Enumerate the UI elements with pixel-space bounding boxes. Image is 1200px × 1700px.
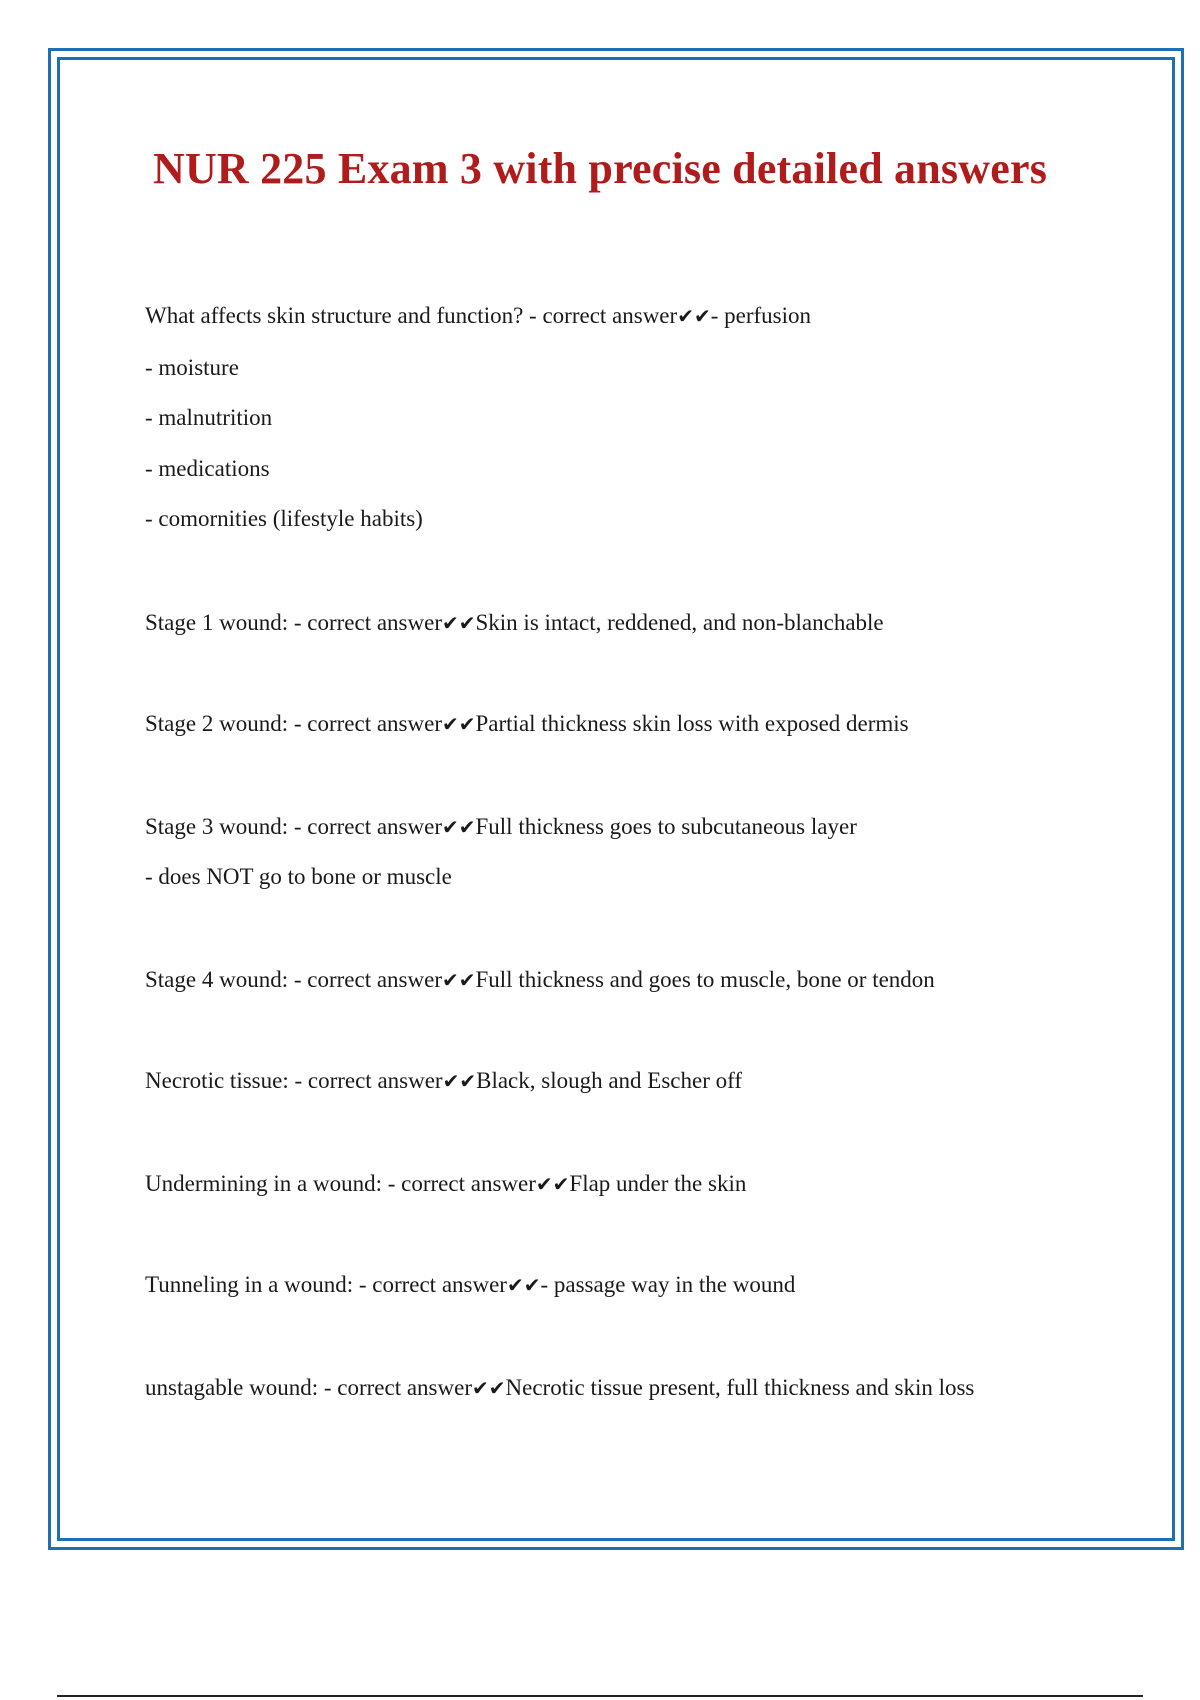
answer-text: Full thickness goes to subcutaneous layer bbox=[475, 814, 857, 839]
qa-entry-8 bbox=[145, 1271, 795, 1299]
question-text: Stage 1 wound: - correct answer bbox=[145, 610, 442, 635]
checkmark-icon: ✔✔ bbox=[441, 815, 476, 839]
answer-line: - malnutrition bbox=[145, 405, 273, 430]
question-text: What affects skin structure and function? - correct answer bbox=[145, 303, 678, 328]
checkmark-icon: ✔✔ bbox=[441, 611, 476, 635]
answer-line: - comornities (lifestyle habits) bbox=[145, 506, 423, 531]
qa-entry-6 bbox=[145, 1067, 742, 1095]
answer-text: Skin is intact, reddened, and non-blanchable bbox=[475, 610, 884, 635]
page-border bbox=[48, 48, 1184, 1550]
answer-text: Black, slough and Escher off bbox=[476, 1068, 743, 1093]
question-text: Undermining in a wound: - correct answer bbox=[145, 1171, 536, 1196]
qa-entry-7 bbox=[145, 1170, 746, 1198]
answer-text: - passage way in the wound bbox=[540, 1272, 796, 1297]
answer-line: - does NOT go to bone or muscle bbox=[145, 864, 452, 889]
question-text: Tunneling in a wound: - correct answer bbox=[145, 1272, 507, 1297]
answer-text: Partial thickness skin loss with exposed dermis bbox=[475, 711, 909, 736]
qa-entry-2 bbox=[145, 609, 884, 637]
question-text: Stage 4 wound: - correct answer bbox=[145, 967, 442, 992]
checkmark-icon: ✔✔ bbox=[472, 1376, 506, 1400]
document-title: NUR 225 Exam 3 with precise detailed answers bbox=[152, 144, 1048, 193]
answer-text: - perfusion bbox=[710, 303, 811, 328]
question-text: Stage 2 wound: - correct answer bbox=[145, 711, 442, 736]
checkmark-icon: ✔✔ bbox=[441, 712, 476, 736]
answer-line: - moisture bbox=[145, 355, 239, 380]
question-text: Necrotic tissue: - correct answer bbox=[145, 1068, 443, 1093]
question-text: unstagable wound: - correct answer bbox=[145, 1375, 472, 1400]
qa-entry-4 bbox=[145, 813, 857, 841]
page-border-inner bbox=[57, 57, 1175, 1541]
qa-entry-1 bbox=[145, 302, 811, 330]
checkmark-icon: ✔✔ bbox=[441, 968, 476, 992]
checkmark-icon: ✔✔ bbox=[677, 304, 711, 328]
checkmark-icon: ✔✔ bbox=[506, 1273, 541, 1297]
qa-entry-9 bbox=[145, 1374, 974, 1402]
qa-entry-5 bbox=[145, 966, 935, 994]
qa-entry-3 bbox=[145, 710, 909, 738]
footer-divider bbox=[57, 1695, 1143, 1697]
answer-text: Full thickness and goes to muscle, bone or tendon bbox=[475, 967, 935, 992]
answer-text: Flap under the skin bbox=[569, 1171, 747, 1196]
answer-line: - medications bbox=[145, 456, 270, 481]
checkmark-icon: ✔✔ bbox=[442, 1069, 477, 1093]
question-text: Stage 3 wound: - correct answer bbox=[145, 814, 442, 839]
checkmark-icon: ✔✔ bbox=[535, 1172, 570, 1196]
answer-text: Necrotic tissue present, full thickness and skin loss bbox=[505, 1375, 975, 1400]
